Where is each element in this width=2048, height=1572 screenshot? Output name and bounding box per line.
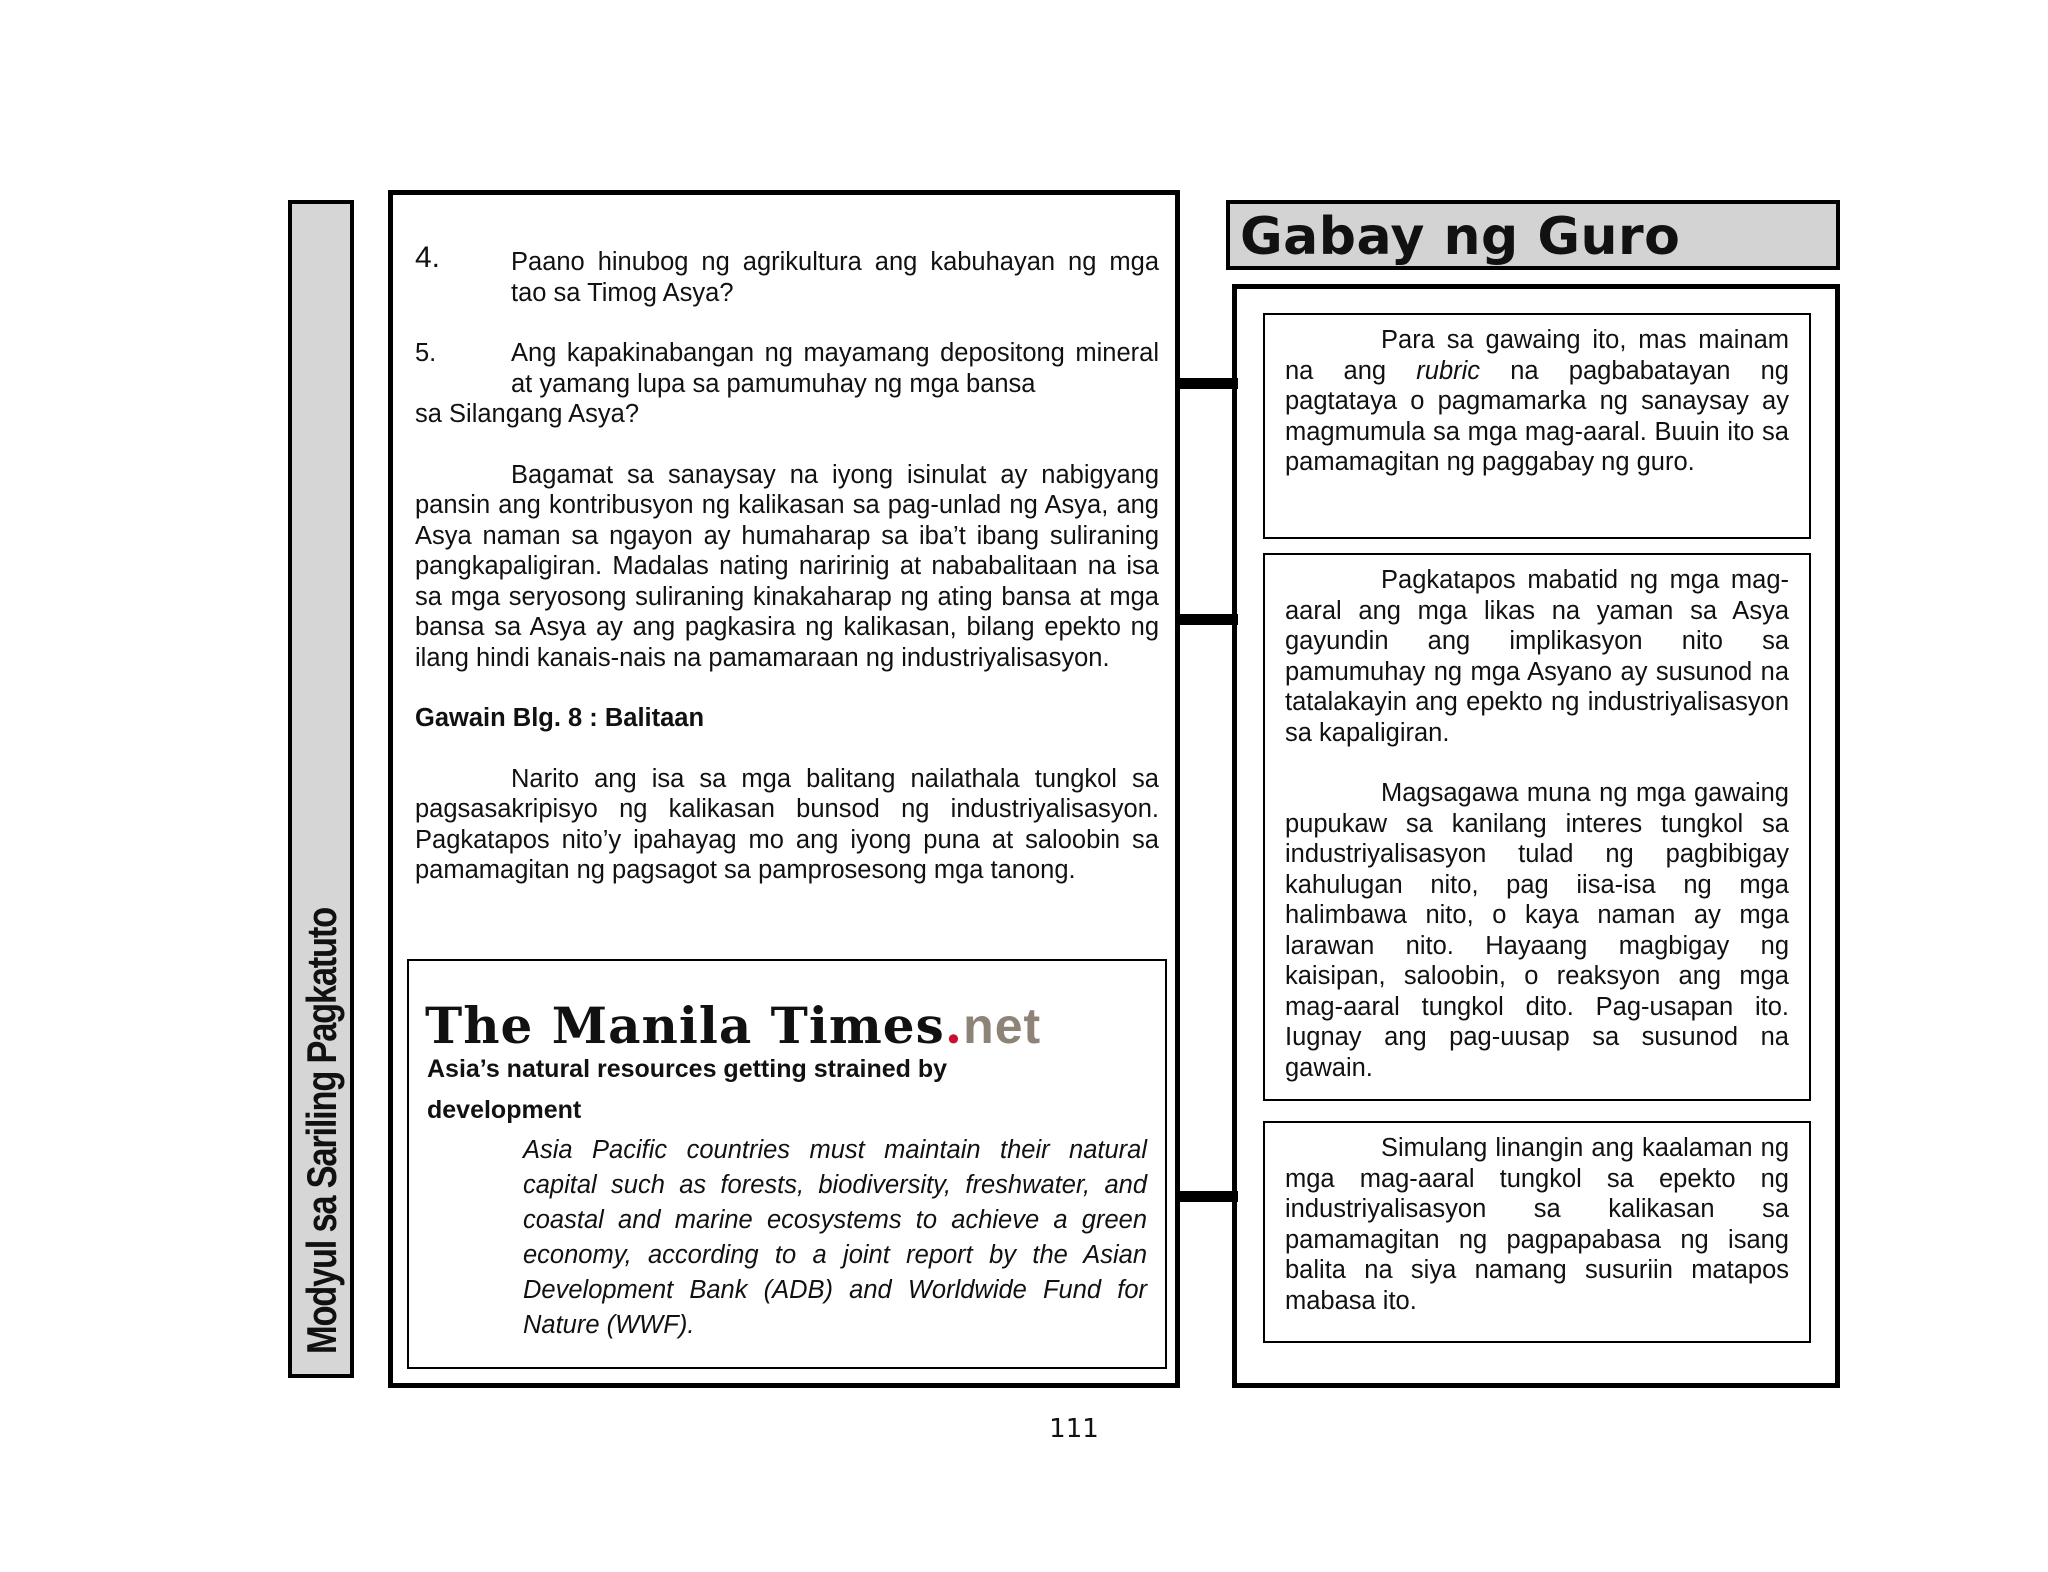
connector-line bbox=[1180, 614, 1238, 625]
activity-title: Gawain Blg. 8 : Balitaan bbox=[415, 704, 705, 732]
guide-box-1 bbox=[1263, 313, 1811, 539]
question-number: 5. bbox=[415, 339, 437, 367]
paragraph: Bagamat sa sanaysay na iyong isinulat ay nabigyang pansin ang kontribusyon ng kalikasan sa pag-unlad ng Asya, ang Asya naman sa ngayon ay humaharap sa iba’t ibang suliraning pangkapaligiran. Madalas nating naririnig at nababalitaan na isa sa mga seryosong suliraning kinakaharap ng ating bansa at mga bansa sa Asya ay ang pagkasira ng kalikasan, bilang epekto ng ilang hindi kanais-nais na pamamaraan ng industriyalisasyon. bbox=[415, 460, 1159, 672]
question-text: Paano hinubog ng agrikultura ang kabuhayan ng mga tao sa Timog Asya? bbox=[511, 248, 1159, 307]
paragraph: Narito ang isa sa mga balitang nailathala tungkol sa pagsasakripisyo ng kalikasan bunsod ng industriyalisasyon. Pagkatapos nito’y ipahayag mo ang iyong puna at saloobin sa pamamagitan ng pagsagot sa pamprosesong mga tanong. bbox=[415, 764, 1159, 884]
guide-title: Gabay ng Guro bbox=[1240, 207, 1681, 267]
question-text: Ang kapakinabangan ng mayamang depositong mineral at yamang lupa sa pamumuhay ng mga bansa bbox=[511, 339, 1159, 398]
guide-text-part: Para sa gawaing ito, mas mainam na ang bbox=[1285, 326, 1789, 385]
question-4 bbox=[415, 241, 1159, 308]
guide-panel bbox=[1232, 284, 1840, 1388]
page-number: 111 bbox=[1049, 1414, 1099, 1444]
connector-line bbox=[1180, 378, 1238, 389]
question-text-continued: sa Silangang Asya? bbox=[415, 400, 639, 428]
guide-text: Pagkatapos mabatid ng mga mag-aaral ang mga likas na yaman sa Asya gayundin ang implikasyon nito sa pamumuhay ng mga Asyano ay susunod na tatalakayin ang epekto ng industriyalisasyon sa kapaligiran. bbox=[1285, 566, 1789, 747]
connector-line bbox=[1180, 1191, 1238, 1202]
news-clipping bbox=[407, 959, 1167, 1369]
masthead-dot: . bbox=[944, 996, 964, 1055]
news-body: Asia Pacific countries must maintain their natural capital such as forests, biodiversity, freshwater, and coastal and marine ecosystems to achieve a green economy, according to a joint report by the Asian Development Bank (ADB) and Worldwide Fund for Nature (WWF). bbox=[523, 1136, 1147, 1339]
guide-text bbox=[1285, 325, 1789, 478]
guide-box-3 bbox=[1263, 1121, 1811, 1343]
main-content bbox=[415, 241, 1159, 886]
masthead-title: The Manila Times bbox=[425, 996, 945, 1055]
guide-box-2 bbox=[1263, 553, 1811, 1101]
masthead-net: net bbox=[963, 998, 1042, 1054]
side-tab-label: Modyul sa Sariling Pagkatuto bbox=[298, 908, 345, 1354]
main-panel bbox=[388, 190, 1180, 1388]
guide-header bbox=[1226, 200, 1840, 270]
question-number: 4. bbox=[415, 241, 441, 274]
guide-text-emphasis: rubric bbox=[1416, 356, 1481, 385]
news-masthead bbox=[425, 996, 1042, 1055]
side-tab-label-wrap bbox=[300, 214, 350, 1354]
guide-text-part: na pagbabatayan ng pagtataya o pagmamarka ng sanaysay ay magmumula sa mga mag-aaral. Buuin ito sa pamamagitan ng paggabay ng guro. bbox=[1285, 356, 1789, 476]
news-headline: Asia’s natural resources getting strained by development bbox=[427, 1055, 948, 1124]
guide-text: Simulang linangin ang kaalaman ng mga mag-aaral tungkol sa epekto ng industriyalisasyon sa kalikasan sa pamamagitan ng pagpapabasa ng isang balita na siya namang susuriin matapos mabasa ito. bbox=[1285, 1134, 1789, 1315]
guide-text: Magsagawa muna ng mga gawaing pupukaw sa kanilang interes tungkol sa industriyalisasyon tulad ng pagbibigay kahulugan nito, pag iisa-isa ng mga halimbawa nito, o kaya naman ay mga larawan nito. Hayaang magbigay ng kaisipan, saloobin, o reaksyon ang mga mag-aaral tungkol dito. Pag-usapan ito. Iugnay ang pag-uusap sa susunod na gawain. bbox=[1285, 779, 1789, 1082]
question-5 bbox=[415, 338, 1159, 399]
side-tab bbox=[288, 200, 354, 1378]
